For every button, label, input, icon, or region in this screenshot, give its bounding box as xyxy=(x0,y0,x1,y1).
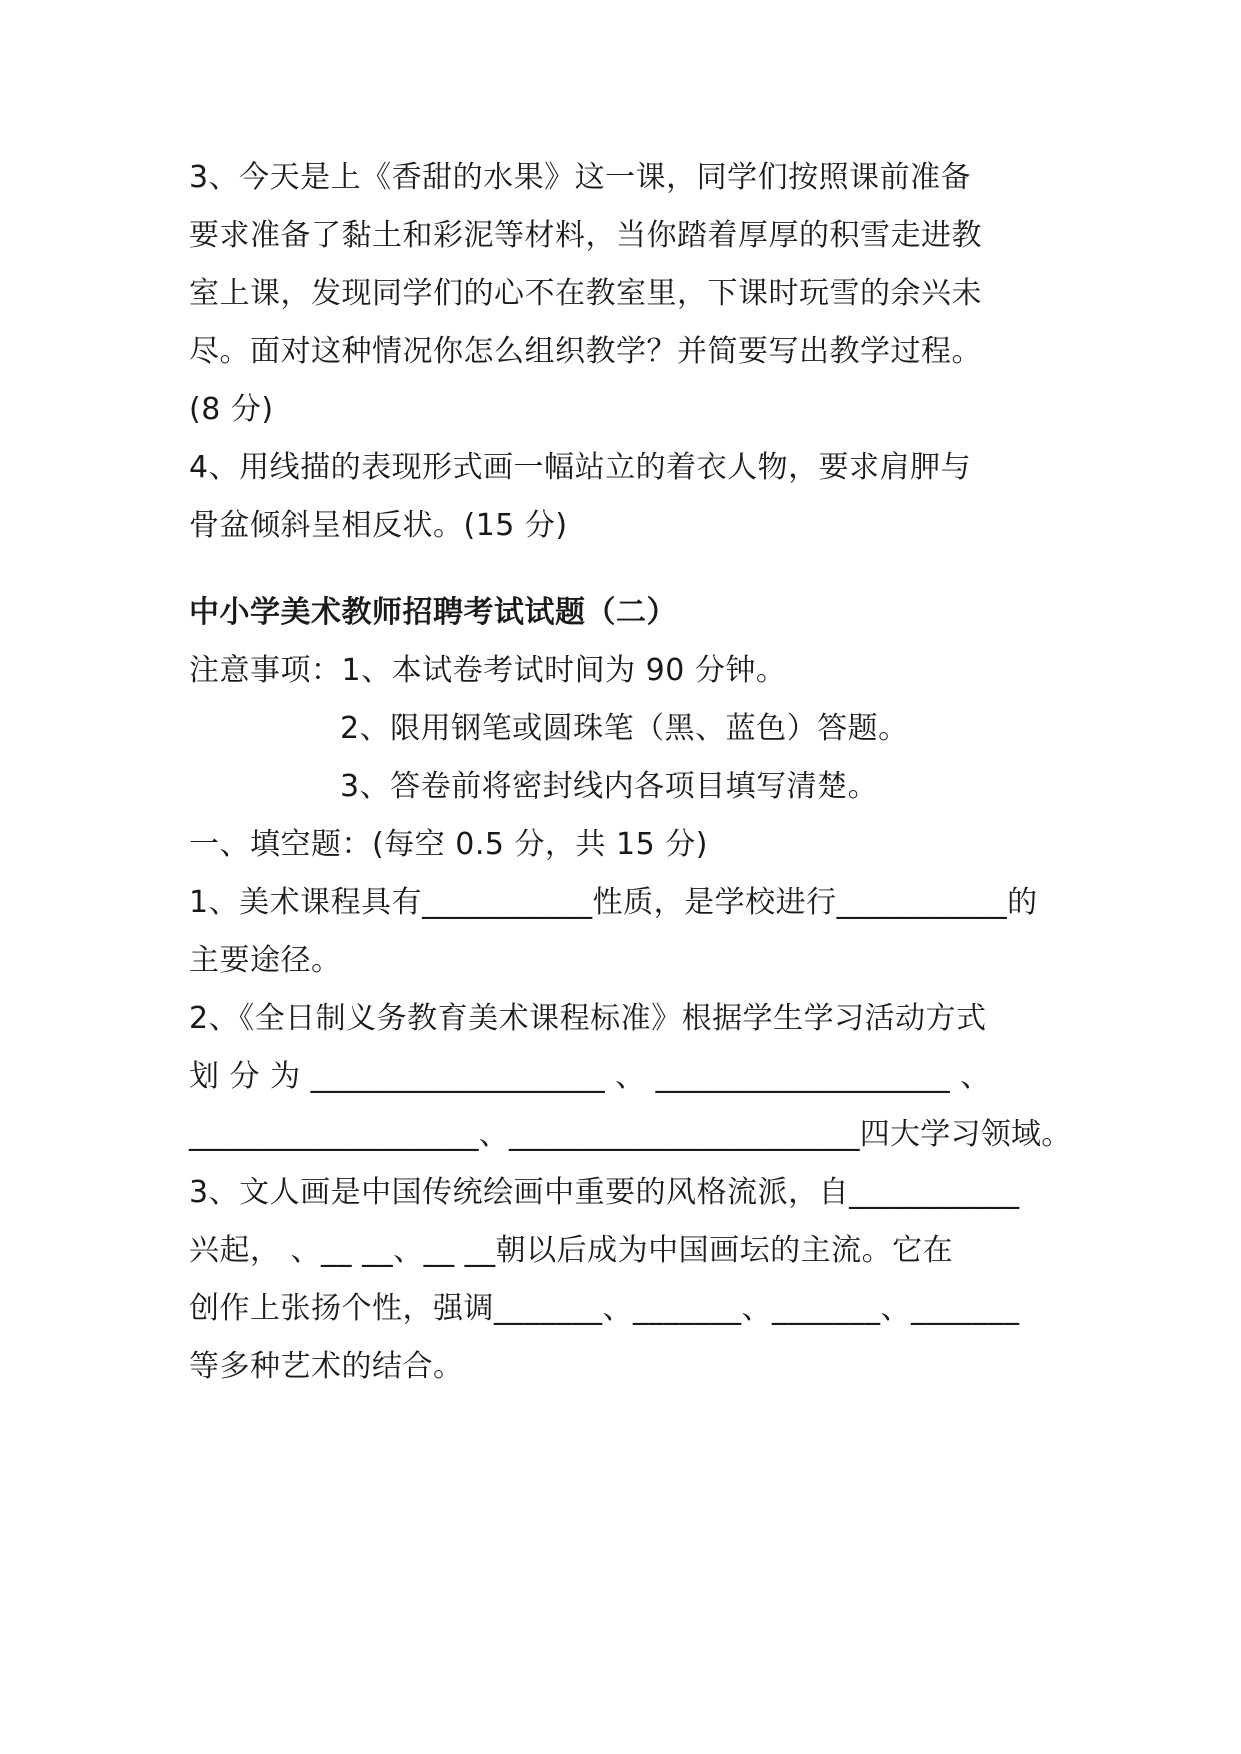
section-1-heading: 一、填空题：(每空 0.5 分，共 15 分) xyxy=(189,827,708,862)
question-3-line-4: 尽。面对这种情况你怎么组织教学？并简要写出教学过程。 xyxy=(189,334,982,369)
fill-q3-line-1: 3、文人画是中国传统绘画中重要的风格流派，自___________ xyxy=(189,1175,1020,1210)
fill-q3-line-4: 等多种艺术的结合。 xyxy=(189,1349,464,1384)
fill-q1-line-1: 1、美术课程具有___________性质，是学校进行___________的 xyxy=(189,885,1038,920)
question-3-line-2: 要求准备了黏土和彩泥等材料，当你踏着厚厚的积雪走进教 xyxy=(189,218,982,253)
fill-q2-line-3: ___________________、_______________________四大学习领域。 xyxy=(189,1117,1072,1152)
notice-line-2: 2、限用钢笔或圆珠笔（黑、蓝色）答题。 xyxy=(340,711,909,746)
notice-line-3: 3、答卷前将密封线内各项目填写清楚。 xyxy=(340,769,879,804)
fill-q2-line-1: 2、《全日制义务教育美术课程标准》根据学生学习活动方式 xyxy=(189,1001,987,1036)
notice-line-1: 注意事项：1、本试卷考试时间为 90 分钟。 xyxy=(189,653,787,688)
fill-q3-line-2: 兴起， 、__ __、__ __朝以后成为中国画坛的主流。它在 xyxy=(189,1233,954,1268)
fill-q1-line-2: 主要途径。 xyxy=(189,943,342,978)
exam-title: 中小学美术教师招聘考试试题（二） xyxy=(189,595,677,630)
question-4-line-2: 骨盆倾斜呈相反状。(15 分) xyxy=(189,508,568,543)
fill-q3-line-3: 创作上张扬个性，强调_______、_______、_______、_______ xyxy=(189,1291,1020,1326)
question-4-line-1: 4、用线描的表现形式画一幅站立的着衣人物，要求肩胛与 xyxy=(189,450,972,485)
question-3-score: (8 分) xyxy=(189,392,274,427)
fill-q2-line-2: 划 分 为 ___________________ 、 ___________________ 、 xyxy=(189,1059,991,1094)
question-3-line-1: 3、今天是上《香甜的水果》这一课，同学们按照课前准备 xyxy=(189,160,972,195)
question-3-line-3: 室上课，发现同学们的心不在教室里，下课时玩雪的余兴未 xyxy=(189,276,982,311)
